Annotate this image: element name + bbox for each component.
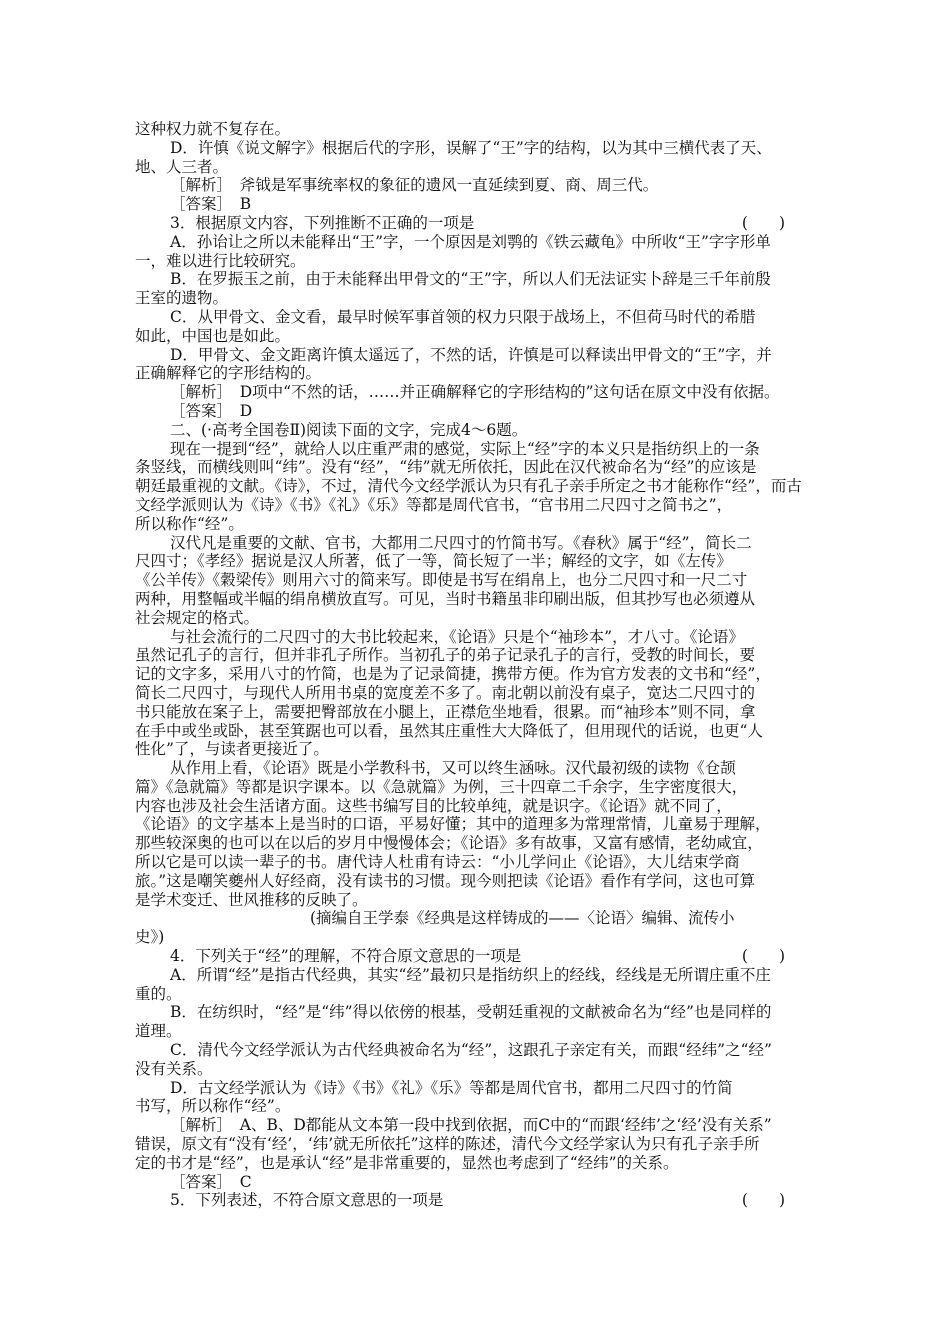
text-line <box>135 289 820 308</box>
line-text: 旅。”这是嘲笑夔州人好经商，没有读书的习惯。现今则把读《论语》看作有学问，这也可算 <box>135 871 756 890</box>
line-text: 没有关系。 <box>135 1059 213 1078</box>
line-text: 这种权力就不复存在。 <box>135 120 291 138</box>
line-text: ［解析］ 斧钺是军事统率权的象征的遗风一直延续到夏、商、周三代。 <box>170 176 659 195</box>
text-line <box>135 891 820 910</box>
line-text: C．从甲骨文、金文看，最早时候军事首领的权力只限于战场上，不但荷马时代的希腊 <box>170 307 756 326</box>
line-text: 如此，中国也是如此。 <box>135 326 291 345</box>
text-line <box>135 665 820 684</box>
text-line <box>135 609 820 628</box>
line-text: ［解析］ D项中“不然的话，……并正确解释它的字形结构的”这句话在原文中没有依据。 <box>170 383 780 402</box>
text-line <box>135 139 820 158</box>
text-line <box>135 966 820 985</box>
line-text: 书只能放在案子上，需要把臀部放在小腿上，正襟危坐地看，很累。而“袖珍本”则不同，拿 <box>135 702 756 721</box>
text-line <box>135 1041 820 1060</box>
line-text: 那些较深奥的也可以在以后的岁月中慢慢体会；《论语》多有故事，又富有感情，老幼咸宜， <box>135 834 763 853</box>
question-line <box>135 947 820 966</box>
line-text: 4．下列关于“经”的理解，不符合原文意思的一项是 <box>170 947 522 966</box>
line-text: 从作用上看，《论语》既是小学教科书，又可以终生涵咏。汉代最初级的读物《仓颉 <box>170 759 736 778</box>
text-line <box>135 477 820 496</box>
text-line <box>135 383 820 402</box>
text-line <box>135 853 820 872</box>
text-line <box>135 985 820 1004</box>
text-line <box>135 590 820 609</box>
line-text: 与社会流行的二尺四寸的大书比较起来，《论语》只是个“袖珍本”，才八寸。《论语》 <box>170 627 744 646</box>
text-line <box>135 515 820 534</box>
line-text: 朝廷最重视的文献。《诗》，不过，清代今文经学派认为只有孔子亲手所定之书才能称作“经”，而古 <box>135 477 802 496</box>
line-text: 错误，原文有“没有‘经’，‘纬’就无所依托”这样的陈述，清代今文经学家认为只有孔子亲手所 <box>135 1135 760 1154</box>
line-text: 汉代凡是重要的文献、官书，大都用二尺四寸的竹简书写。《春秋》属于“经”，简长二 <box>170 533 752 552</box>
line-text: (摘编自王学泰《经典是这样铸成的——〈论语〉编辑、流传小 <box>310 909 735 928</box>
line-text: 正确解释它的字形结构的。 <box>135 364 322 383</box>
text-line <box>135 458 820 477</box>
question-line <box>135 1191 820 1210</box>
text-line <box>135 552 820 571</box>
line-text: D．许慎《说文解字》根据后代的字形，误解了“王”字的结构，以为其中三横代表了天、 <box>170 138 772 157</box>
line-text: 道理。 <box>135 1022 182 1041</box>
line-text: A．所谓“经”是指古代经典，其实“经”最初只是指纺织上的经线，经线是无所谓庄重不庄 <box>170 965 771 984</box>
text-line <box>135 1060 820 1079</box>
line-text: ［答案］ B <box>170 195 252 214</box>
line-text: 史》) <box>135 928 165 947</box>
text-line <box>135 797 820 816</box>
text-line <box>135 496 820 515</box>
text-line <box>135 252 820 271</box>
line-text: 记的文字多，采用八寸的竹简，也是为了记录简捷，携带方便。作为官方发表的文书和“经”， <box>135 665 771 684</box>
line-text: 文经学派则认为《诗》《书》《礼》《乐》等都是周代官书，“官书用二尺四寸之简书之”， <box>135 495 733 514</box>
text-line <box>135 346 820 365</box>
line-text: 《论语》的文字基本上是当时的口语，平易好懂；其中的道理多为常理常情，儿童易于理解， <box>135 815 771 834</box>
line-text: B．在罗振玉之前，由于未能释出甲骨文的“王”字，所以人们无法证实卜辞是三千年前殷 <box>170 270 771 289</box>
answer-blank: ( ) <box>741 947 785 966</box>
text-line <box>135 270 820 289</box>
text-line <box>135 778 820 797</box>
line-text: ［解析］ A、B、D都能从文本第一段中找到依据，而C中的“而跟‘经纬’之‘经’没有关系” <box>170 1116 772 1135</box>
line-text: C．清代今文经学派认为古代经典被命名为“经”，这跟孔子亲定有关，而跟“经纬”之“经” <box>170 1041 772 1060</box>
line-text: ［答案］ C <box>170 1172 252 1191</box>
text-line <box>135 1079 820 1098</box>
line-text: 是学术变迁、世风推移的反映了。 <box>135 890 368 909</box>
text-line <box>135 440 820 459</box>
line-text: 重的。 <box>135 984 182 1003</box>
text-line <box>135 872 820 891</box>
line-text: D．古文经学派认为《诗》《书》《礼》《乐》等都是周代官书，都用二尺四寸的竹简 <box>170 1078 733 1097</box>
line-text: ［答案］ D <box>170 401 253 420</box>
line-text: 《公羊传》《穀梁传》则用六寸的简来写。即使是书写在绢帛上，也分二尺四寸和一尺二寸 <box>135 571 748 590</box>
line-text: 现在一提到“经”，就给人以庄重严肃的感觉，实际上“经”字的本义只是指纺织上的一条 <box>170 439 760 458</box>
text-line <box>135 740 820 759</box>
answer-blank: ( ) <box>741 1191 785 1210</box>
text-line <box>135 1154 820 1173</box>
text-line <box>135 233 820 252</box>
text-line <box>135 815 820 834</box>
text-line <box>135 1097 820 1116</box>
document-body <box>135 120 820 1210</box>
text-line <box>135 722 820 741</box>
text-line <box>135 909 820 928</box>
text-line <box>135 402 820 421</box>
line-text: 简长二尺四寸，与现代人所用书桌的宽度差不多了。南北朝以前没有桌子，宽达二尺四寸的 <box>135 683 756 702</box>
line-text: 内容也涉及社会生活诸方面。这些书编写目的比较单纯，就是识字。《论语》就不同了， <box>135 796 732 815</box>
text-line <box>135 759 820 778</box>
text-line <box>135 308 820 327</box>
text-line <box>135 1173 820 1192</box>
text-line <box>135 364 820 383</box>
line-text: 一，难以进行比较研究。 <box>135 251 306 270</box>
line-text: 5．下列表述，不符合原文意思的一项是 <box>170 1191 444 1210</box>
line-text: 性化”了，与读者更接近了。 <box>135 740 329 759</box>
line-text: B．在纺织时，“经”是“纬”得以依傍的根基，受朝廷重视的文献被命名为“经”也是同样的 <box>170 1003 772 1022</box>
text-line <box>135 1003 820 1022</box>
line-text: 王室的遗物。 <box>135 289 229 308</box>
line-text: 地、人三者。 <box>135 157 229 176</box>
text-line <box>135 703 820 722</box>
line-text: D．甲骨文、金文距离许慎太遥远了，不然的话，许慎是可以释读出甲骨文的“王”字，并 <box>170 345 772 364</box>
line-text: A．孙诒让之所以未能释出“王”字，一个原因是刘鹗的《铁云藏龟》中所收“王”字字形单 <box>170 232 771 251</box>
line-text: 定的书才是“经”，也是承认“经”是非常重要的，显然也考虑到了“经纬”的关系。 <box>135 1153 679 1172</box>
text-line <box>135 928 820 947</box>
text-line <box>135 120 820 139</box>
answer-blank: ( ) <box>741 213 785 232</box>
question-line <box>135 214 820 233</box>
text-line <box>135 628 820 647</box>
text-line <box>135 1116 820 1135</box>
line-text: 二、(·高考全国卷Ⅱ)阅读下面的文字，完成4～6题。 <box>170 420 528 439</box>
line-text: 社会规定的格式。 <box>135 608 260 627</box>
line-text: 尺四寸；《孝经》据说是汉人所著，低了一等，简长短了一半；解经的文字，如《左传》 <box>135 552 732 571</box>
text-line <box>135 327 820 346</box>
line-text: 篇》《急就篇》等都是识字课本。以《急就篇》为例，三十四章二千余字，生字密度很大， <box>135 777 748 796</box>
text-line <box>135 534 820 553</box>
line-text: 在手中或坐或卧，甚至箕踞也可以看，虽然其庄重性大大降低了，但用现代的话说，也更“人 <box>135 721 763 740</box>
line-text: 虽然记孔子的言行，但并非孔子所作。当初孔子的弟子记录孔子的言行，受教的时间长，要 <box>135 646 756 665</box>
text-line <box>135 834 820 853</box>
text-line <box>135 684 820 703</box>
text-line <box>135 646 820 665</box>
line-text: 所以它是可以读一辈子的书。唐代诗人杜甫有诗云：“小儿学问止《论语》，大儿结束学商 <box>135 853 740 872</box>
text-line <box>135 176 820 195</box>
text-line <box>135 571 820 590</box>
text-line <box>135 1135 820 1154</box>
line-text: 所以称作“经”。 <box>135 514 244 533</box>
text-line <box>135 1022 820 1041</box>
text-line <box>135 158 820 177</box>
text-line <box>135 195 820 214</box>
line-text: 两种，用整幅或半幅的绢帛横放直写。可见，当时书籍虽非印刷出版，但其抄写也必须遵从 <box>135 589 756 608</box>
text-line <box>135 421 820 440</box>
line-text: 条竖线，而横线则叫“纬”。没有“经”，“纬”就无所依托，因此在汉代被命名为“经”的应该是 <box>135 458 757 477</box>
line-text: 3．根据原文内容，下列推断不正确的一项是 <box>170 213 475 232</box>
line-text: 书写，所以称作“经”。 <box>135 1097 291 1116</box>
